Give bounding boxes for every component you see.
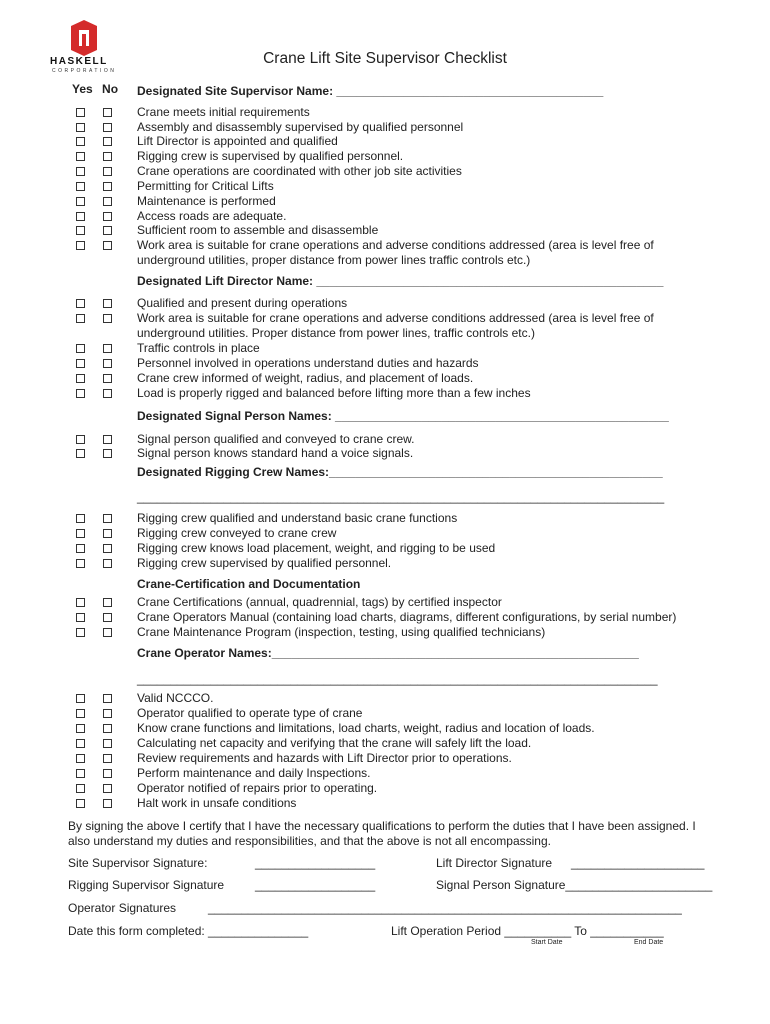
- checklist-item: Review requirements and hazards with Lift Director prior to operations.: [137, 751, 512, 765]
- yes-checkbox[interactable]: [76, 544, 85, 553]
- checklist-item: Crane Operators Manual (containing load charts, diagrams, different configurations, by serial number): [137, 610, 677, 624]
- yes-checkbox[interactable]: [76, 769, 85, 778]
- yes-checkbox[interactable]: [76, 374, 85, 383]
- yes-checkbox[interactable]: [76, 314, 85, 323]
- no-checkbox[interactable]: [103, 123, 112, 132]
- no-checkbox[interactable]: [103, 799, 112, 808]
- no-checkbox[interactable]: [103, 226, 112, 235]
- no-checkbox[interactable]: [103, 435, 112, 444]
- rigging-crew-blank-line[interactable]: _______________________________________________________________________________: [137, 490, 665, 504]
- no-checkbox[interactable]: [103, 754, 112, 763]
- yes-checkbox[interactable]: [76, 389, 85, 398]
- yes-checkbox[interactable]: [76, 182, 85, 191]
- no-checkbox[interactable]: [103, 739, 112, 748]
- yes-checkbox[interactable]: [76, 784, 85, 793]
- yes-checkbox[interactable]: [76, 197, 85, 206]
- checklist-item: Qualified and present during operations: [137, 296, 348, 310]
- lift-director-signature-field[interactable]: ____________________: [571, 856, 705, 870]
- crane-operator-header[interactable]: Crane Operator Names:_______________________________________________________: [137, 646, 639, 660]
- yes-checkbox[interactable]: [76, 514, 85, 523]
- yes-checkbox[interactable]: [76, 152, 85, 161]
- checklist-item: Crane operations are coordinated with other job site activities: [137, 164, 462, 178]
- checklist-item: Rigging crew is supervised by qualified personnel.: [137, 149, 404, 163]
- yes-checkbox[interactable]: [76, 449, 85, 458]
- yes-checkbox[interactable]: [76, 598, 85, 607]
- yes-checkbox[interactable]: [76, 559, 85, 568]
- checklist-item: Load is properly rigged and balanced before lifting more than a few inches: [137, 386, 531, 400]
- yes-checkbox[interactable]: [76, 212, 85, 221]
- yes-checkbox[interactable]: [76, 613, 85, 622]
- no-checkbox[interactable]: [103, 167, 112, 176]
- yes-checkbox[interactable]: [76, 739, 85, 748]
- operator-signatures-label: Operator Signatures: [68, 901, 177, 915]
- yes-no-header: [72, 82, 124, 96]
- site-supervisor-signature-label: Site Supervisor Signature:: [68, 856, 208, 870]
- checklist-item: Work area is suitable for crane operations and adverse conditions addressed (area is level free of underground utilities. Proper distance from power lines, traffic controls etc.): [137, 311, 654, 340]
- checklist-item: Maintenance is performed: [137, 194, 276, 208]
- checklist-item: Rigging crew supervised by qualified personnel.: [137, 556, 392, 570]
- rigging-supervisor-signature-field[interactable]: __________________: [255, 878, 376, 892]
- crane-operator-blank-line[interactable]: ______________________________________________________________________________: [137, 672, 658, 686]
- checklist-item: Crane Maintenance Program (inspection, testing, using qualified technicians): [137, 625, 546, 639]
- operator-signatures-field[interactable]: _______________________________________________________________________: [208, 901, 682, 915]
- certify-line-2: also understand my duties and responsibilities, and that the above is not all encompassing.: [68, 834, 551, 848]
- no-checkbox[interactable]: [103, 769, 112, 778]
- yes-checkbox[interactable]: [76, 299, 85, 308]
- no-checkbox[interactable]: [103, 137, 112, 146]
- no-checkbox[interactable]: [103, 724, 112, 733]
- checklist-item: Assembly and disassembly supervised by qualified personnel: [137, 120, 464, 134]
- checklist-item: Traffic controls in place: [137, 341, 260, 355]
- lift-operation-period-field[interactable]: Lift Operation Period __________ To ___________: [391, 924, 664, 938]
- checklist-item: Work area is suitable for crane operations and adverse conditions addressed (area is level free of underground utilities, proper distance from power lines traffic controls etc.): [137, 238, 654, 267]
- checklist-item: Crane crew informed of weight, radius, and placement of loads.: [137, 371, 474, 385]
- no-checkbox[interactable]: [103, 108, 112, 117]
- checklist-item: Perform maintenance and daily Inspections.: [137, 766, 371, 780]
- checklist-item: Crane Certifications (annual, quadrennial, tags) by certified inspector: [137, 595, 502, 609]
- no-checkbox[interactable]: [103, 299, 112, 308]
- checklist-item: Calculating net capacity and verifying that the crane will safely lift the load.: [137, 736, 532, 750]
- yes-checkbox[interactable]: [76, 694, 85, 703]
- checklist-item: Know crane functions and limitations, load charts, weight, radius and location of loads.: [137, 721, 595, 735]
- yes-checkbox[interactable]: [76, 754, 85, 763]
- no-checkbox[interactable]: [103, 784, 112, 793]
- no-checkbox[interactable]: [103, 709, 112, 718]
- yes-checkbox[interactable]: [76, 529, 85, 538]
- no-checkbox[interactable]: [103, 613, 112, 622]
- checklist-item: Signal person qualified and conveyed to crane crew.: [137, 432, 415, 446]
- no-checkbox[interactable]: [103, 628, 112, 637]
- no-checkbox[interactable]: [103, 182, 112, 191]
- yes-checkbox[interactable]: [76, 724, 85, 733]
- checklist-item: Lift Director is appointed and qualified: [137, 134, 338, 148]
- start-date-caption: Start Date: [531, 939, 563, 946]
- site-supervisor-header[interactable]: Designated Site Supervisor Name: ________________________________________: [137, 84, 604, 98]
- yes-checkbox[interactable]: [76, 628, 85, 637]
- page-title: Crane Lift Site Supervisor Checklist: [263, 50, 507, 67]
- checklist-item: Access roads are adequate.: [137, 209, 287, 223]
- rigging-supervisor-signature-label: Rigging Supervisor Signature: [68, 878, 225, 892]
- yes-checkbox[interactable]: [76, 435, 85, 444]
- no-checkbox[interactable]: [103, 197, 112, 206]
- rigging-crew-header[interactable]: Designated Rigging Crew Names:__________________________________________________: [137, 465, 663, 479]
- no-checkbox[interactable]: [103, 514, 112, 523]
- lift-director-header[interactable]: Designated Lift Director Name: ____________________________________________________: [137, 274, 664, 288]
- certification-header[interactable]: Crane-Certification and Documentation: [137, 577, 361, 591]
- checklist-item: Signal person knows standard hand a voice signals.: [137, 446, 414, 460]
- yes-checkbox[interactable]: [76, 709, 85, 718]
- no-checkbox[interactable]: [103, 559, 112, 568]
- checklist-item: Crane meets initial requirements: [137, 105, 310, 119]
- logo-brand: HASKELL: [50, 56, 108, 67]
- checklist-item: Halt work in unsafe conditions: [137, 796, 297, 810]
- site-supervisor-signature-field[interactable]: __________________: [255, 856, 376, 870]
- checklist-item: Operator qualified to operate type of crane: [137, 706, 363, 720]
- date-completed-field[interactable]: Date this form completed: _______________: [68, 924, 309, 938]
- no-checkbox[interactable]: [103, 212, 112, 221]
- no-column-label: No: [102, 82, 119, 96]
- yes-checkbox[interactable]: [76, 799, 85, 808]
- no-checkbox[interactable]: [103, 359, 112, 368]
- checklist-item: Operator notified of repairs prior to operating.: [137, 781, 378, 795]
- no-checkbox[interactable]: [103, 544, 112, 553]
- no-checkbox[interactable]: [103, 241, 112, 250]
- yes-checkbox[interactable]: [76, 167, 85, 176]
- no-checkbox[interactable]: [103, 152, 112, 161]
- checklist-item: Valid NCCCO.: [137, 691, 214, 705]
- yes-checkbox[interactable]: [76, 241, 85, 250]
- yes-checkbox[interactable]: [76, 226, 85, 235]
- yes-checkbox[interactable]: [76, 137, 85, 146]
- certify-line-1: By signing the above I certify that I have the necessary qualifications to perform the duties that I have been assigned. I: [68, 819, 696, 833]
- no-checkbox[interactable]: [103, 694, 112, 703]
- checklist-item: Personnel involved in operations understand duties and hazards: [137, 356, 479, 370]
- checklist-item: Permitting for Critical Lifts: [137, 179, 274, 193]
- no-checkbox[interactable]: [103, 598, 112, 607]
- yes-column-label: Yes: [72, 82, 93, 96]
- logo-sub: CORPORATION: [52, 68, 117, 74]
- signal-person-header[interactable]: Designated Signal Person Names: __________________________________________________: [137, 409, 669, 423]
- no-checkbox[interactable]: [103, 314, 112, 323]
- yes-checkbox[interactable]: [76, 108, 85, 117]
- haskell-logo: [48, 20, 120, 78]
- end-date-caption: End Date: [634, 939, 664, 946]
- checklist-item: Rigging crew knows load placement, weight, and rigging to be used: [137, 541, 496, 555]
- checklist-item: Rigging crew qualified and understand basic crane functions: [137, 511, 458, 525]
- no-checkbox[interactable]: [103, 529, 112, 538]
- checklist-item: Sufficient room to assemble and disassemble: [137, 223, 379, 237]
- no-checkbox[interactable]: [103, 374, 112, 383]
- no-checkbox[interactable]: [103, 449, 112, 458]
- yes-checkbox[interactable]: [76, 344, 85, 353]
- lift-director-signature-label: Lift Director Signature: [436, 856, 553, 870]
- signal-person-signature-field[interactable]: Signal Person Signature______________________: [436, 878, 713, 892]
- no-checkbox[interactable]: [103, 344, 112, 353]
- checklist-item: Rigging crew conveyed to crane crew: [137, 526, 337, 540]
- yes-checkbox[interactable]: [76, 359, 85, 368]
- yes-checkbox[interactable]: [76, 123, 85, 132]
- no-checkbox[interactable]: [103, 389, 112, 398]
